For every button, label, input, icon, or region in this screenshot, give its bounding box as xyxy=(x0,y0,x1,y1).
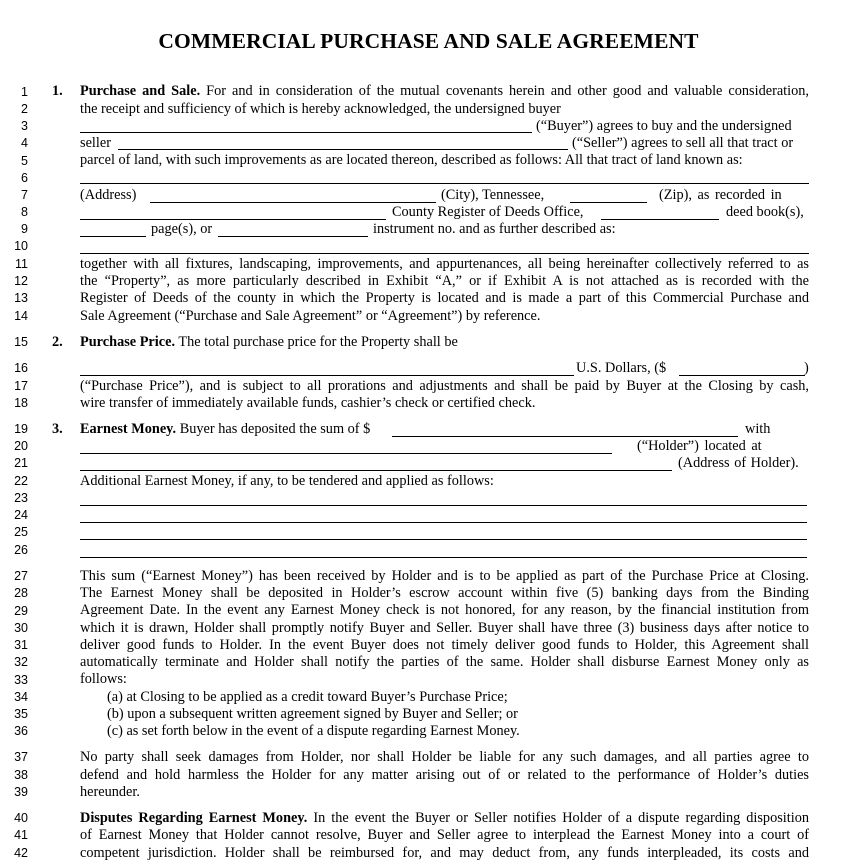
para2-line-2: defend and hold harmless the Holder for any matter arising out of or related to the performance of Holder’s duties xyxy=(80,767,809,783)
instrument-label: instrument no. and as further described as: xyxy=(373,221,616,237)
city-label: (City), Tennessee, xyxy=(441,187,545,203)
address-field[interactable] xyxy=(150,202,436,203)
line-number: 28 xyxy=(14,586,28,600)
list-item-a: (a) at Closing to be applied as a credit toward Buyer’s Purchase Price; xyxy=(107,689,508,705)
para2-line-1: No party shall seek damages from Holder, nor shall Holder be liable for any such damages, and all parties agree to xyxy=(80,749,809,765)
line-number: 41 xyxy=(14,828,28,842)
additional-earnest-line-2[interactable] xyxy=(80,522,807,523)
section-3-number: 3. xyxy=(52,421,63,437)
line-number: 39 xyxy=(14,785,28,799)
section-1-line-14: Sale Agreement (“Purchase and Sale Agreement” or “Agreement”) by reference. xyxy=(80,308,541,324)
additional-earnest-line-3[interactable] xyxy=(80,539,807,540)
para1-line-1: This sum (“Earnest Money”) has been received by Holder and is to be applied as part of the Purchase Price at Closing. xyxy=(80,568,809,584)
section-1-line-5: parcel of land, with such improvements as are located thereon, described as follows: All that tract of land known as: xyxy=(80,152,743,168)
line-number: 22 xyxy=(14,474,28,488)
city-field[interactable] xyxy=(570,202,647,203)
property-name-field[interactable] xyxy=(80,183,809,184)
additional-earnest-line-1[interactable] xyxy=(80,505,807,506)
line-number: 10 xyxy=(14,239,28,253)
buyer-label: (“Buyer”) agrees to buy and the undersigned xyxy=(536,118,792,134)
description-field[interactable] xyxy=(80,253,809,254)
section-1-line-2: the receipt and sufficiency of which is hereby acknowledged, the undersigned buyer xyxy=(80,101,561,117)
section-2-heading: Purchase Price. xyxy=(80,334,176,350)
dispute-heading: Disputes Regarding Earnest Money. xyxy=(80,810,308,826)
price-amount-field[interactable] xyxy=(679,375,805,376)
line-number: 14 xyxy=(14,309,28,323)
para3-line-3: competent jurisdiction. Holder shall be reimbursed for, and may deduct from, any funds interpleaded, its costs and xyxy=(80,845,809,861)
line-number: 38 xyxy=(14,768,28,782)
section-2-line-17: (“Purchase Price”), and is subject to all prorations and adjustments and shall be paid by Buyer at the Closing by cash, xyxy=(80,378,809,394)
para1-line-5: deliver good funds to Holder. In the event Buyer does not timely deliver good funds to Holder, this Agreement shall xyxy=(80,637,809,653)
seller-word: seller xyxy=(80,135,111,151)
line-number: 5 xyxy=(21,154,28,168)
line-number: 20 xyxy=(14,439,28,453)
para1-line-2: The Earnest Money shall be deposited in Holder’s escrow account within five (5) banking days from the Binding xyxy=(80,585,809,601)
county-label: County Register of Deeds Office, xyxy=(392,204,584,220)
line-number: 19 xyxy=(14,422,28,436)
line-number: 37 xyxy=(14,750,28,764)
line-number: 17 xyxy=(14,379,28,393)
seller-name-field[interactable] xyxy=(118,149,568,150)
section-3-heading: Earnest Money. xyxy=(80,421,177,437)
line-number: 26 xyxy=(14,543,28,557)
dollars-label: U.S. Dollars, ($ xyxy=(576,360,667,376)
section-1-number: 1. xyxy=(52,83,63,99)
line-number: 1 xyxy=(21,85,28,99)
seller-label: (“Seller”) agrees to sell all that tract or xyxy=(572,135,794,151)
line-number: 33 xyxy=(14,673,28,687)
dispute-text: In the event the Buyer or Seller notifies Holder of a dispute regarding disposition xyxy=(313,810,809,826)
line-number: 9 xyxy=(21,222,28,236)
section-3-line-22: Additional Earnest Money, if any, to be tendered and applied as follows: xyxy=(80,473,494,489)
line-number: 34 xyxy=(14,690,28,704)
section-3-text: Buyer has deposited the sum of $ xyxy=(179,421,371,437)
close-paren: ) xyxy=(804,360,809,376)
line-number: 23 xyxy=(14,491,28,505)
line-number: 7 xyxy=(21,188,28,202)
para1-line-7: follows: xyxy=(80,671,127,687)
line-number: 42 xyxy=(14,846,28,860)
additional-earnest-line-4[interactable] xyxy=(80,557,807,558)
section-2-line-18: wire transfer of immediately available funds, cashier’s check or certified check. xyxy=(80,395,536,411)
para2-line-3: hereunder. xyxy=(80,784,140,800)
para3-line-1 xyxy=(80,810,809,827)
para3-line-2: of Earnest Money that Holder cannot resolve, Buyer and Seller agree to interplead the Earnest Money into a court of xyxy=(80,827,809,843)
document-title: COMMERCIAL PURCHASE AND SALE AGREEMENT xyxy=(158,29,699,53)
para1-line-4: which it is drawn, Holder shall promptly notify Buyer and Seller. Buyer shall have three (3) business days after notice to xyxy=(80,620,809,636)
instrument-field[interactable] xyxy=(218,236,368,237)
line-number: 25 xyxy=(14,525,28,539)
line-number: 12 xyxy=(14,274,28,288)
line-number: 13 xyxy=(14,291,28,305)
section-2-text: The total purchase price for the Property shall be xyxy=(178,334,458,350)
line-number: 31 xyxy=(14,638,28,652)
line-number: 27 xyxy=(14,569,28,583)
list-item-b: (b) upon a subsequent written agreement signed by Buyer and Seller; or xyxy=(107,706,518,722)
para1-line-6: automatically terminate and Holder shall notify the parties of the same. Holder shall disburse Earnest Money only as xyxy=(80,654,809,670)
deed-label: deed book(s), xyxy=(726,204,804,220)
section-2-number: 2. xyxy=(52,334,63,350)
holder-name-field[interactable] xyxy=(80,453,612,454)
section-2-line-15 xyxy=(80,334,809,351)
county-field[interactable] xyxy=(80,219,386,220)
para1-line-3: Agreement Date. In the event any Earnest Money check is not honored, for any reason, by the financial institution from xyxy=(80,602,809,618)
line-number: 6 xyxy=(21,171,28,185)
price-words-field[interactable] xyxy=(80,375,574,376)
line-number: 11 xyxy=(15,257,28,271)
list-item-c: (c) as set forth below in the event of a dispute regarding Earnest Money. xyxy=(107,723,520,739)
page-field[interactable] xyxy=(80,236,146,237)
line-number: 30 xyxy=(14,621,28,635)
deed-book-field[interactable] xyxy=(601,219,719,220)
line-number: 8 xyxy=(21,205,28,219)
buyer-name-field[interactable] xyxy=(80,132,532,133)
line-number: 16 xyxy=(14,361,28,375)
section-1-heading: Purchase and Sale. xyxy=(80,83,201,99)
line-number: 36 xyxy=(14,724,28,738)
line-number: 18 xyxy=(14,396,28,410)
line-number: 21 xyxy=(14,456,28,470)
holder-label: (“Holder”) located at xyxy=(637,438,762,454)
line-number: 3 xyxy=(21,119,28,133)
section-1-text: For and in consideration of the mutual covenants herein and other good and valuable consideration, xyxy=(206,83,809,99)
page-label: page(s), or xyxy=(151,221,213,237)
line-number: 2 xyxy=(21,102,28,116)
line-number: 4 xyxy=(21,136,28,150)
line-number: 15 xyxy=(14,335,28,349)
holder-address-field[interactable] xyxy=(80,470,672,471)
line-number: 35 xyxy=(14,707,28,721)
line-number: 24 xyxy=(14,508,28,522)
section-1-line-11: together with all fixtures, landscaping, improvements, and appurtenances, all being hereinafter collectively referred to as xyxy=(80,256,809,272)
line-number: 32 xyxy=(14,655,28,669)
section-1-line-1 xyxy=(80,83,809,100)
section-3-line-19 xyxy=(80,421,370,438)
earnest-amount-field[interactable] xyxy=(392,436,738,437)
section-1-line-12: the “Property”, as more particularly described in Exhibit “A,” or if Exhibit A is not attached as is recorded with the xyxy=(80,273,809,289)
line-number: 40 xyxy=(14,811,28,825)
line-number: 29 xyxy=(14,604,28,618)
address-holder-label: (Address of Holder). xyxy=(678,455,799,471)
address-label: (Address) xyxy=(80,187,137,203)
with-label: with xyxy=(745,421,771,437)
section-1-line-13: Register of Deeds of the county in which the Property is located and is made a part of this Commercial Purchase and xyxy=(80,290,809,306)
zip-label: (Zip), as recorded in xyxy=(659,187,782,203)
